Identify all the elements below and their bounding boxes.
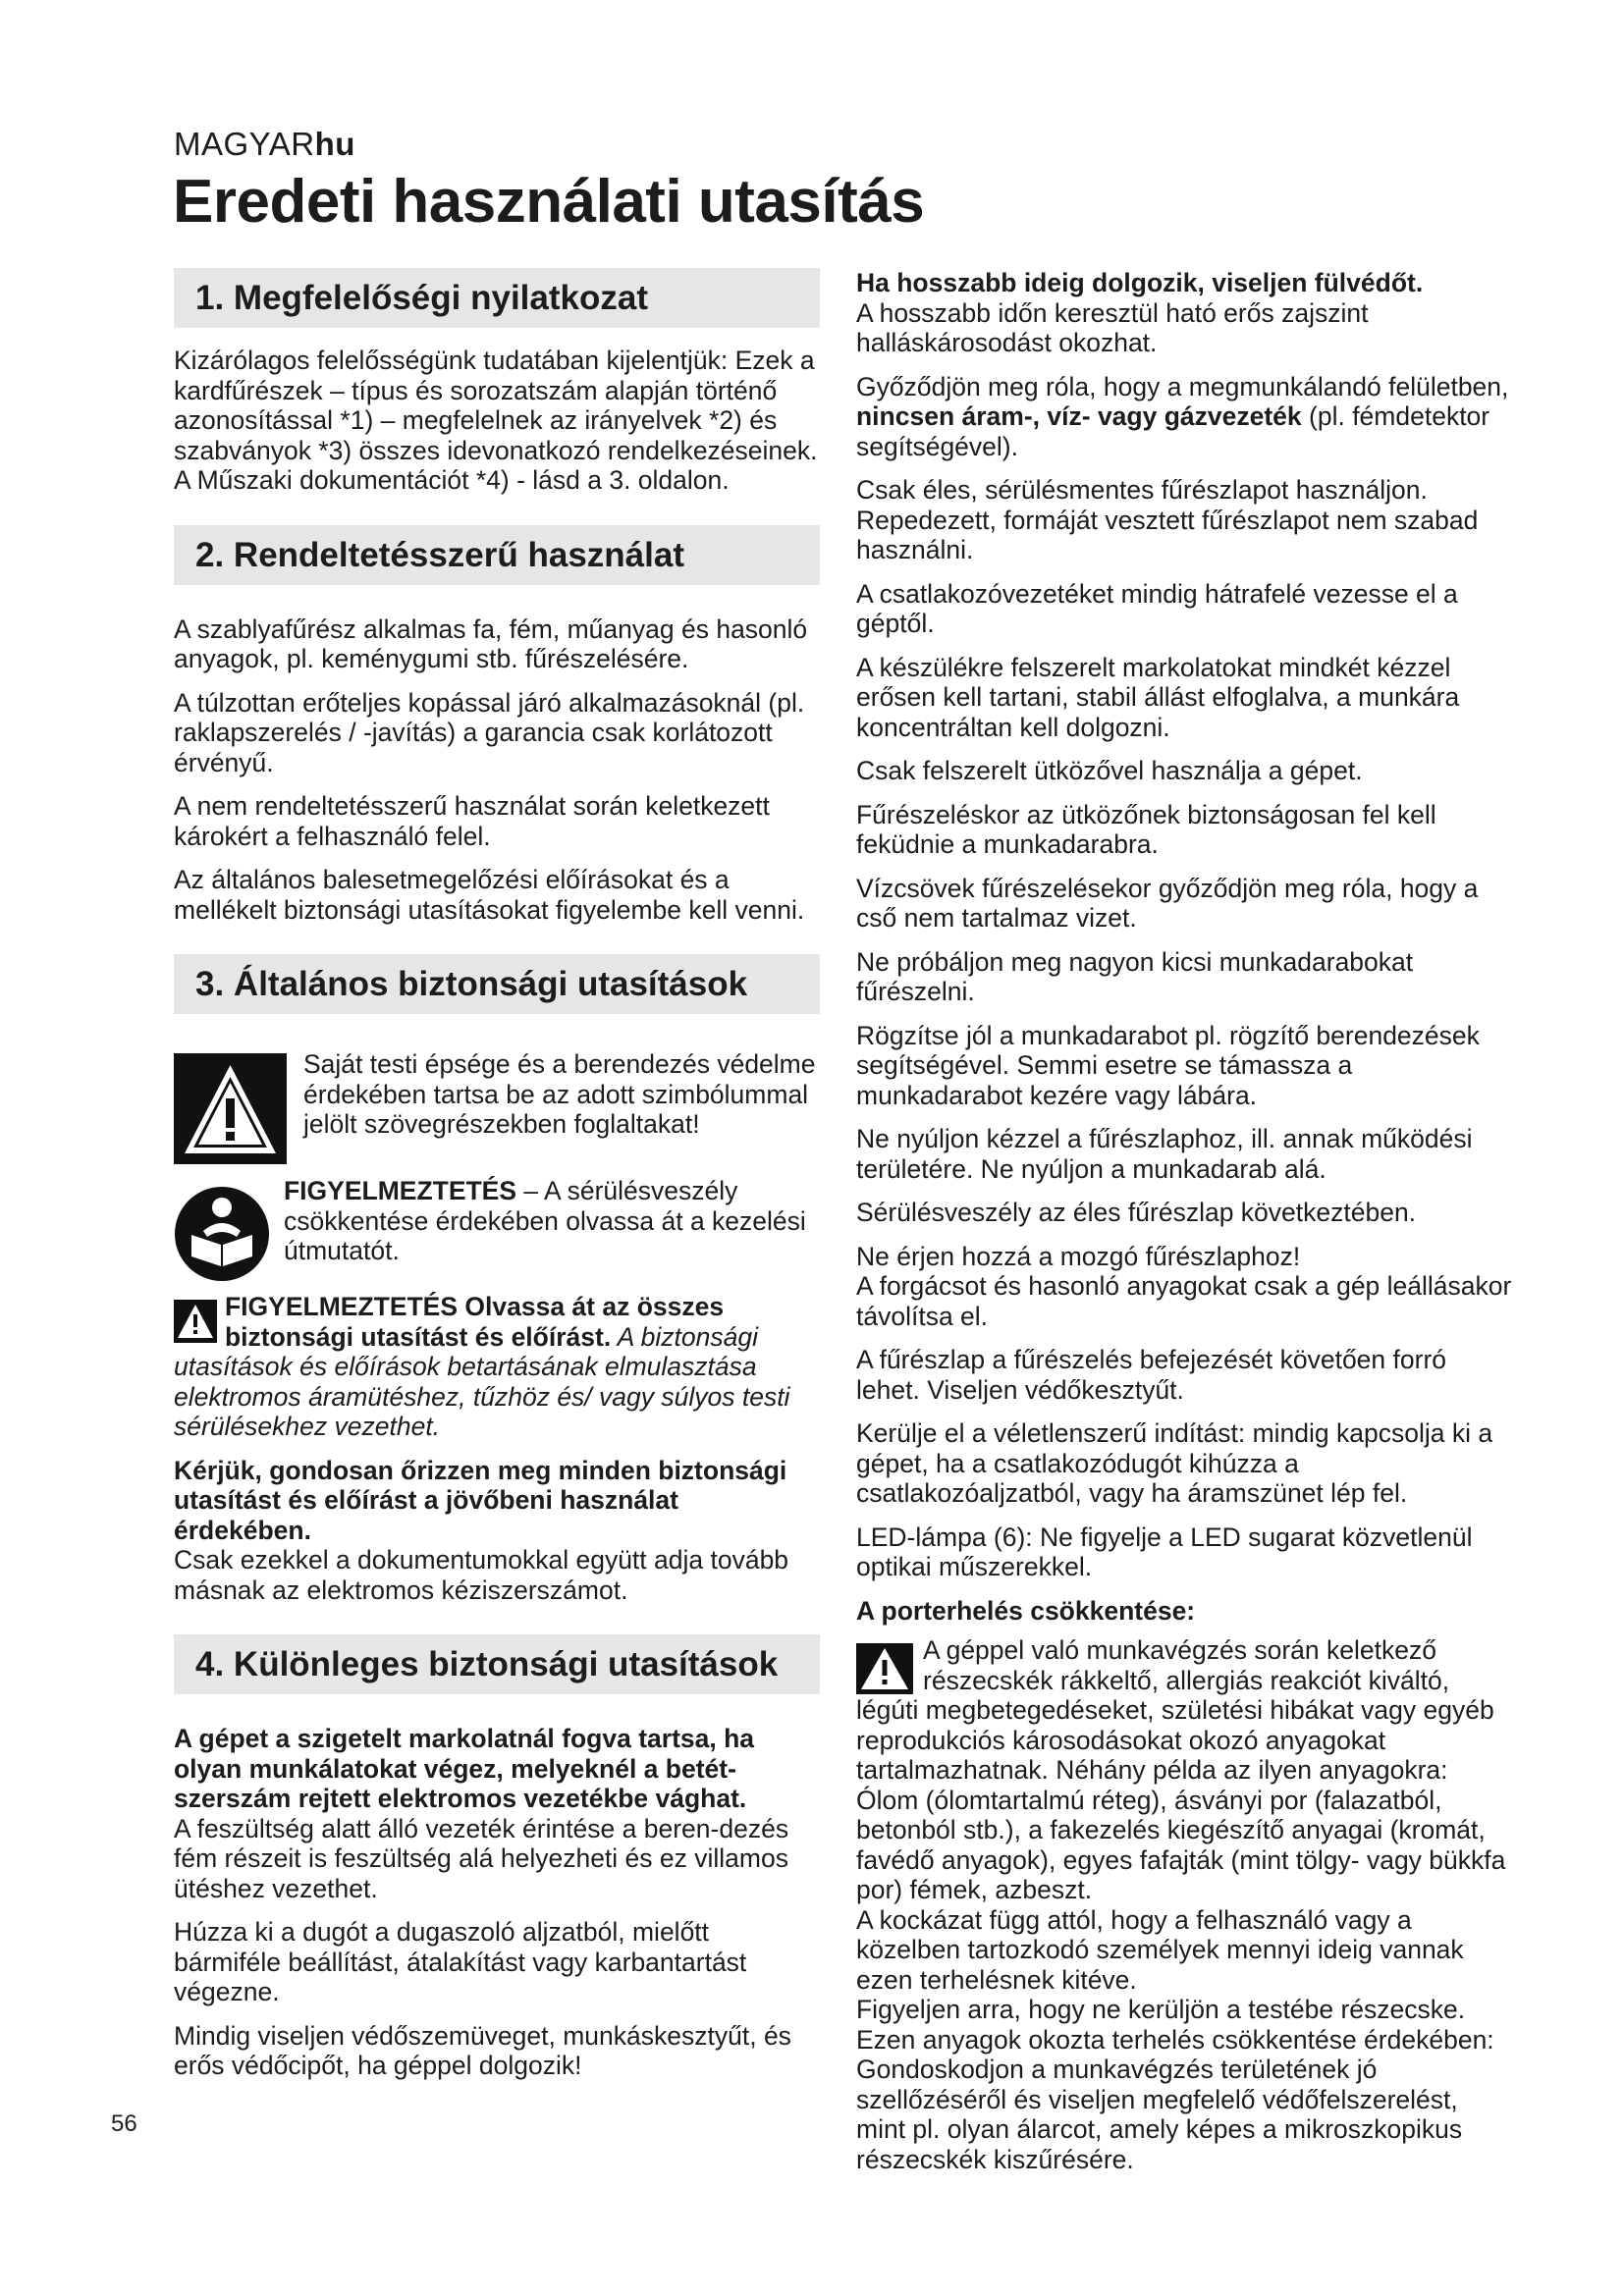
page-title: Eredeti használati utasítás (173, 168, 925, 236)
read-manual-text: FIGYELMEZTETÉS – A sérülésveszély csökkentése érdekében olvassa át a kezelési útmutatót. (284, 1176, 806, 1265)
right-column (856, 268, 1514, 2174)
safety-item: Ne érjen hozzá a mozgó fűrészlaphoz! A forgácsot és hasonló anyagokat csak a gép leállásakor távolítsa el. (856, 1241, 1512, 1331)
safety-item: Vízcsövek fűrészelésekor győződjön meg róla, hogy a cső nem tartalmaz vizet. (856, 873, 1479, 933)
general-warning: FIGYELMEZTETÉS Olvassa át az összes biztonsági utasítást és előírást. A biztonsági utasítások és előírások betartásának elmulasztása elektromos áramütéshez, tűzhöz és/ vagy súlyos testi sérülésekhez vezethet. (174, 1292, 790, 1441)
page-number: 56 (111, 2110, 137, 2137)
safety-item: LED-lámpa (6): Ne figyelje a LED sugarat közvetlenül optikai műszerekkel. (856, 1522, 1473, 1581)
special-safety-p2: Húzza ki a dugót a dugaszoló aljzatból, mielőtt bármiféle beállítást, átalakítást vagy karbantartást végezne. (174, 1917, 747, 2006)
read-manual-icon (174, 1186, 270, 1282)
warning-triangle-icon (856, 1643, 913, 1694)
safety-item: Csak éles, sérülésmentes fűrészlapot használjon. Repedezett, formáját vesztett fűrészlapot nem szabad használni. (856, 475, 1479, 564)
dust-p3: Figyeljen arra, hogy ne kerüljön a testébe részecske. (856, 1995, 1466, 2024)
intended-use-p1: A szablyafűrész alkalmas fa, fém, műanyag és hasonló anyagok, pl. keménygumi stb. fűrészelésére. (174, 614, 808, 673)
section-3-heading: 3. Általános biztonsági utasítások (174, 954, 820, 1014)
intended-use-p3: A nem rendeltetésszerű használat során keletkezett károkért a felhasználó felel. (174, 791, 770, 851)
section-4-heading: 4. Különleges biztonsági utasítások (174, 1634, 820, 1694)
safety-item: Csak felszerelt ütközővel használja a gépet. (856, 756, 1363, 785)
dust-heading: A porterhelés csökkentése: (856, 1595, 1196, 1626)
dust-p4: Ezen anyagok okozta terhelés csökkentése érdekében: Gondoskodjon a munkavégzés területének jó szellőzéséről és viseljen megfelelő védőfelszerelést, mint pl. olyan álarcot, amely képes a mikroszkopikus részecskék kiszűrésére. (856, 2024, 1494, 2174)
special-safety-p3: Mindig viseljen védőszemüveget, munkáskesztyűt, és erős védőcipőt, ha géppel dolgozik! (174, 2020, 791, 2080)
safety-item: Rögzítse jól a munkadarabot pl. rögzítő berendezések segítségével. Semmi esetre se támassza a munkadarabot kezére vagy lábára. (856, 1020, 1480, 1110)
warning-triangle-icon (174, 1300, 217, 1343)
safety-item: Ne nyúljon kézzel a fűrészlaphoz, ill. annak működési területére. Ne nyúljon a munkadarab alá. (856, 1124, 1473, 1184)
safety-item: Ne próbáljon meg nagyon kicsi munkadarabokat fűrészelni. (856, 946, 1414, 1006)
left-column (174, 268, 820, 2095)
dust-p1: A géppel való munkavégzés során keletkező részecskék rákkeltő, allergiás reakciót kiváltó, légúti megbetegedéseket, születési hibákat vagy egyéb reprodukciós károsodásokat okozó anyagokat tartalmazhatnak. Néhány példa az ilyen anyagokra: Ólom (ólomtartalmú réteg), ásványi por (falazatból, betonból stb.), a fakezelés kiegészítő anyagai (kromát, favédő anyagok), egyes fafajták (mint tölgy- vagy bükkfa por) fémek, azbeszt. (856, 1635, 1506, 1904)
dust-p2: A kockázat függ attól, hogy a felhasználó vagy a közelben tartozkodó személyek mennyi ideig vannak ezen terhelésnek kitéve. (856, 1904, 1464, 1995)
hidden-lines-check: Győződjön meg róla, hogy a megmunkálandó felületben, nincsen áram-, víz- vagy gázvezeték (pl. fémdetektor segítségével). (856, 371, 1509, 461)
safety-item: Sérülésveszély az éles fűrészlap következtében. (856, 1198, 1417, 1227)
declaration-text: Kizárólagos felelősségünk tudatában kijelentjük: Ezek a kardfűrészek – típus és sorozatszám alapján történő azonosítással *1) – megfelelnek az irányelvek *2) és szabványok *3) összes idevonatkozó rendelkezéseinek. A Műszaki dokumentációt *4) - lásd a 3. oldalon. (174, 346, 818, 495)
intended-use-p4: Az általános balesetmegelőzési előírásokat és a mellékelt biztonsági utasításokat figyelembe kell venni. (174, 865, 805, 925)
section-2-heading: 2. Rendeltetésszerű használat (174, 525, 820, 585)
language-label: MAGYARhu (174, 126, 355, 162)
warning-symbol-note (174, 1043, 820, 1164)
warning-symbol-text: Saját testi épsége és a berendezés védelme érdekében tartsa be az adott szimbólummal jelölt szövegrészekben foglaltakat! (303, 1049, 816, 1139)
hearing-protection: Ha hosszabb ideig dolgozik, viseljen fülvédőt. A hosszabb időn keresztül ható erős zajszint halláskárosodást okozhat. (856, 268, 1424, 357)
intended-use-p2: A túlzottan erőteljes kopással járó alkalmazásoknál (pl. raklapszerelés / -javítás) a garancia csak korlátozott érvényű. (174, 687, 805, 777)
dust-section (856, 1635, 1514, 2174)
safety-item: Fűrészeléskor az ütközőnek biztonságosan fel kell feküdnie a munkadarabra. (856, 799, 1436, 859)
safety-item: A fűrészlap a fűrészelés befejezését követően forró lehet. Viseljen védőkesztyűt. (856, 1345, 1447, 1405)
safety-item: A készülékre felszerelt markolatokat mindkét kézzel erősen kell tartani, stabil állást elfoglalva, a munkára koncentráltan kell dolgozni. (856, 652, 1460, 742)
keep-instructions: Kérjük, gondosan őrizzen meg minden biztonsági utasítást és előírást a jövőbeni használat érdekében. Csak ezekkel a dokumentumokkal együtt adja tovább másnak az elektromos kéziszerszámot. (174, 1455, 789, 1605)
special-safety-p1: A gépet a szigetelt markolatnál fogva tartsa, ha olyan munkálatokat végez, melyeknél a betét-szerszám rejtett elektromos vezetékbe vághat. A feszültség alatt álló vezeték érintése a beren-dezés fém részeit is feszültség alá helyezheti és ez villamos ütéshez vezethet. (174, 1724, 789, 1903)
warning-triangle-icon (174, 1053, 287, 1164)
safety-item: Kerülje el a véletlenszerű indítást: mindig kapcsolja ki a gépet, ha a csatlakozódugót kihúzza a csatlakozóaljzatból, vagy ha áramszünet lép fel. (856, 1418, 1493, 1508)
safety-item: A csatlakozóvezetéket mindig hátrafelé vezesse el a géptől. (856, 578, 1458, 638)
read-manual-note (174, 1174, 820, 1282)
section-1-heading: 1. Megfelelőségi nyilatkozat (174, 268, 820, 328)
